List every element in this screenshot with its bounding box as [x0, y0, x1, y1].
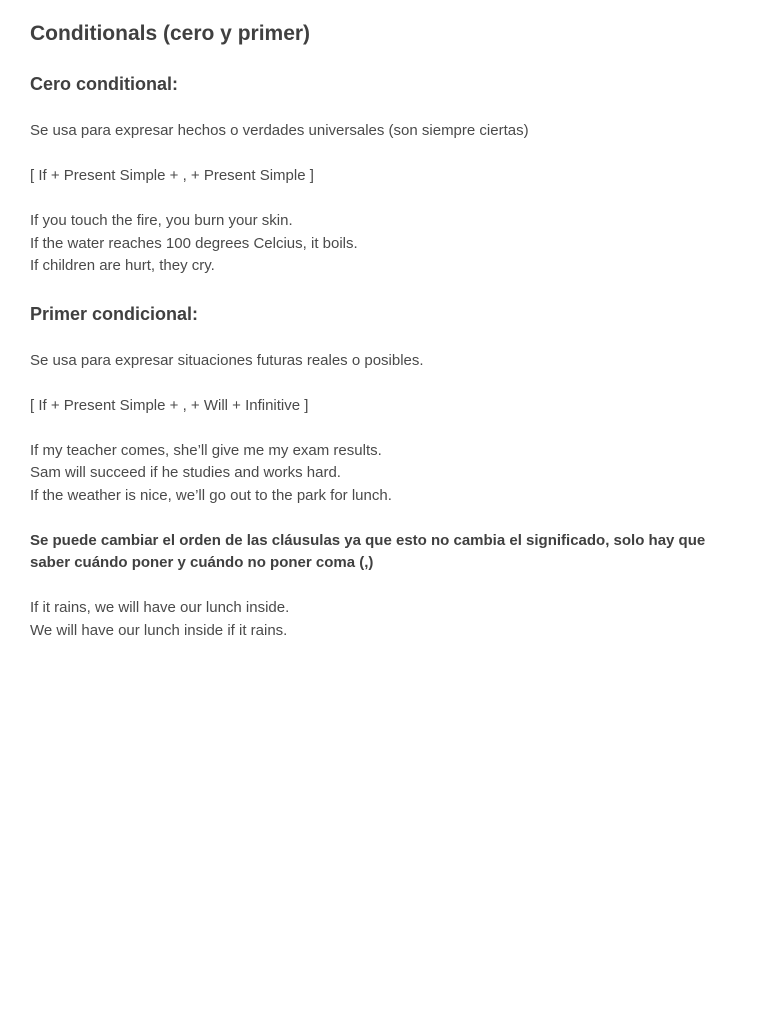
- order-example-2: We will have our lunch inside if it rains.: [30, 621, 288, 639]
- first-example-3: If the weather is nice, we’ll go out to the park for lunch.: [30, 486, 392, 504]
- first-example-2: Sam will succeed if he studies and works hard.: [30, 464, 341, 481]
- zero-conditional-heading: Cero conditional:: [30, 74, 178, 94]
- order-example-1: If it rains, we will have our lunch inside.: [30, 599, 290, 616]
- zero-example-2: If the water reaches 100 degrees Celcius, it boils.: [30, 234, 358, 252]
- zero-example-3: If children are hurt, they cry.: [30, 257, 215, 274]
- first-conditional-structure: [ If + Present Simple + , + Will + Infinitive ]: [30, 396, 309, 414]
- first-conditional-usage: Se usa para expresar situaciones futuras reales o posibles.: [30, 351, 424, 369]
- first-example-1: If my teacher comes, she’ll give me my exam results.: [30, 441, 382, 459]
- first-conditional-heading: Primer condicional:: [30, 303, 199, 324]
- zero-conditional-structure: [ If + Present Simple + , + Present Simple ]: [30, 167, 314, 184]
- page-title: Conditionals (cero y primer): [30, 22, 311, 45]
- zero-example-1: If you touch the fire, you burn your skin.: [30, 212, 293, 229]
- clause-order-note: Se puede cambiar el orden de las cláusulas ya que esto no cambia el significado, solo hay que saber cuándo poner y cuándo no poner coma (,): [30, 531, 706, 571]
- zero-conditional-usage: Se usa para expresar hechos o verdades universales (son siempre ciertas): [30, 122, 529, 139]
